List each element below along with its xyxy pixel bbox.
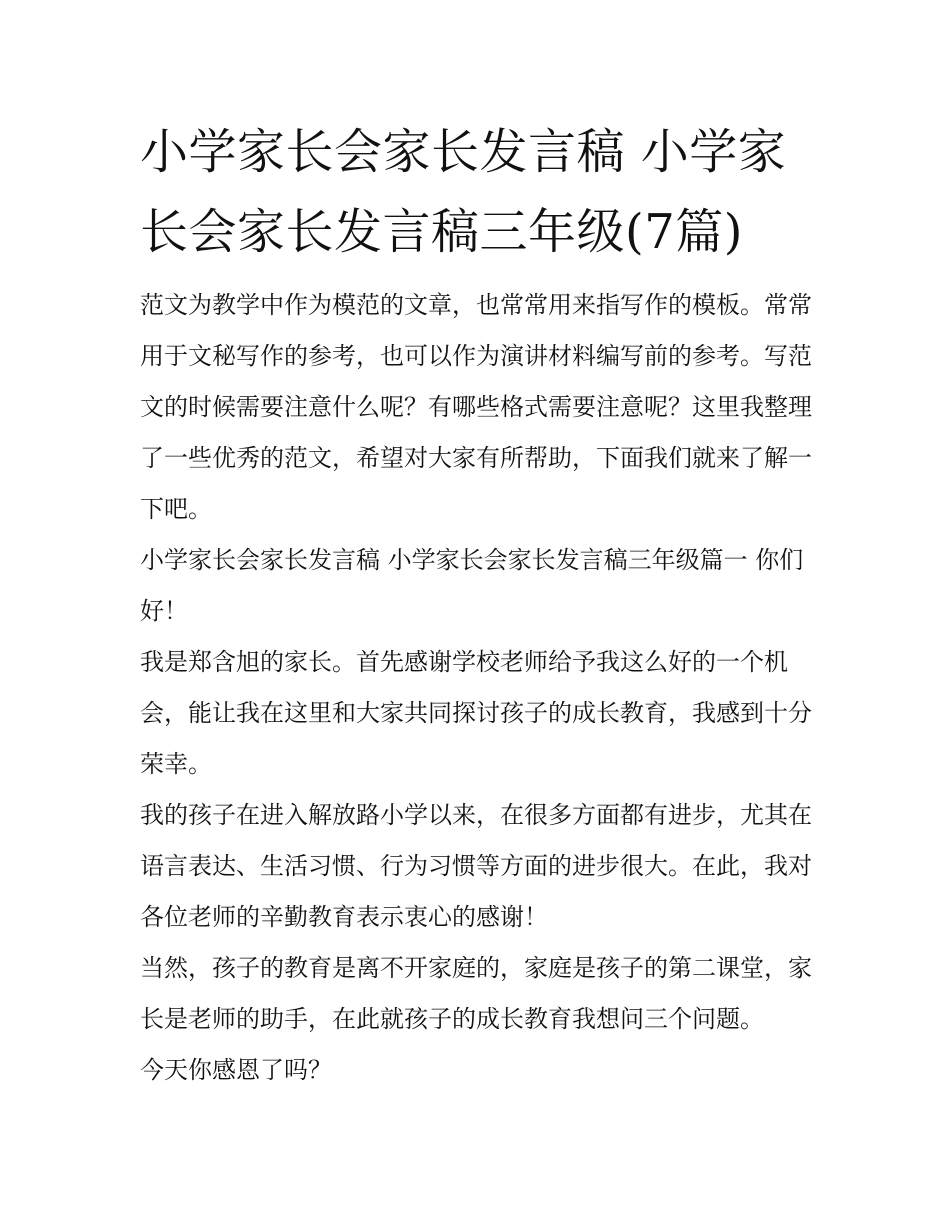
paragraph-introduction-parent: 我是郑含旭的家长。首先感谢学校老师给予我这么好的一个机会，能让我在这里和大家共同探讨孩子的成长教育，我感到十分荣幸。 <box>140 648 812 778</box>
paragraph-family-education: 当然，孩子的教育是离不开家庭的，家庭是孩子的第二课堂，家长是老师的助手，在此就孩子的成长教育我想问三个问题。 <box>140 954 812 1033</box>
document-title: 小学家长会家长发言稿 小学家长会家长发言稿三年级(7篇) <box>140 124 787 260</box>
document-body <box>140 280 820 1096</box>
paragraph-intro: 范文为教学中作为模范的文章，也常常用来指写作的模板。常常用于文秘写作的参考，也可以作为演讲材料编写前的参考。写范文的时候需要注意什么呢？有哪些格式需要注意呢？这里我整理了一些优秀的范文，希望对大家有所帮助，下面我们就来了解一下吧。 <box>140 291 812 523</box>
paragraph-progress: 我的孩子在进入解放路小学以来，在很多方面都有进步，尤其在语言表达、生活习惯、行为习惯等方面的进步很大。在此，我对各位老师的辛勤教育表示衷心的感谢！ <box>140 801 812 931</box>
paragraph-section-heading: 小学家长会家长发言稿 小学家长会家长发言稿三年级篇一 你们好！ <box>140 546 804 625</box>
paragraph-question: 今天你感恩了吗？ <box>140 1056 332 1084</box>
